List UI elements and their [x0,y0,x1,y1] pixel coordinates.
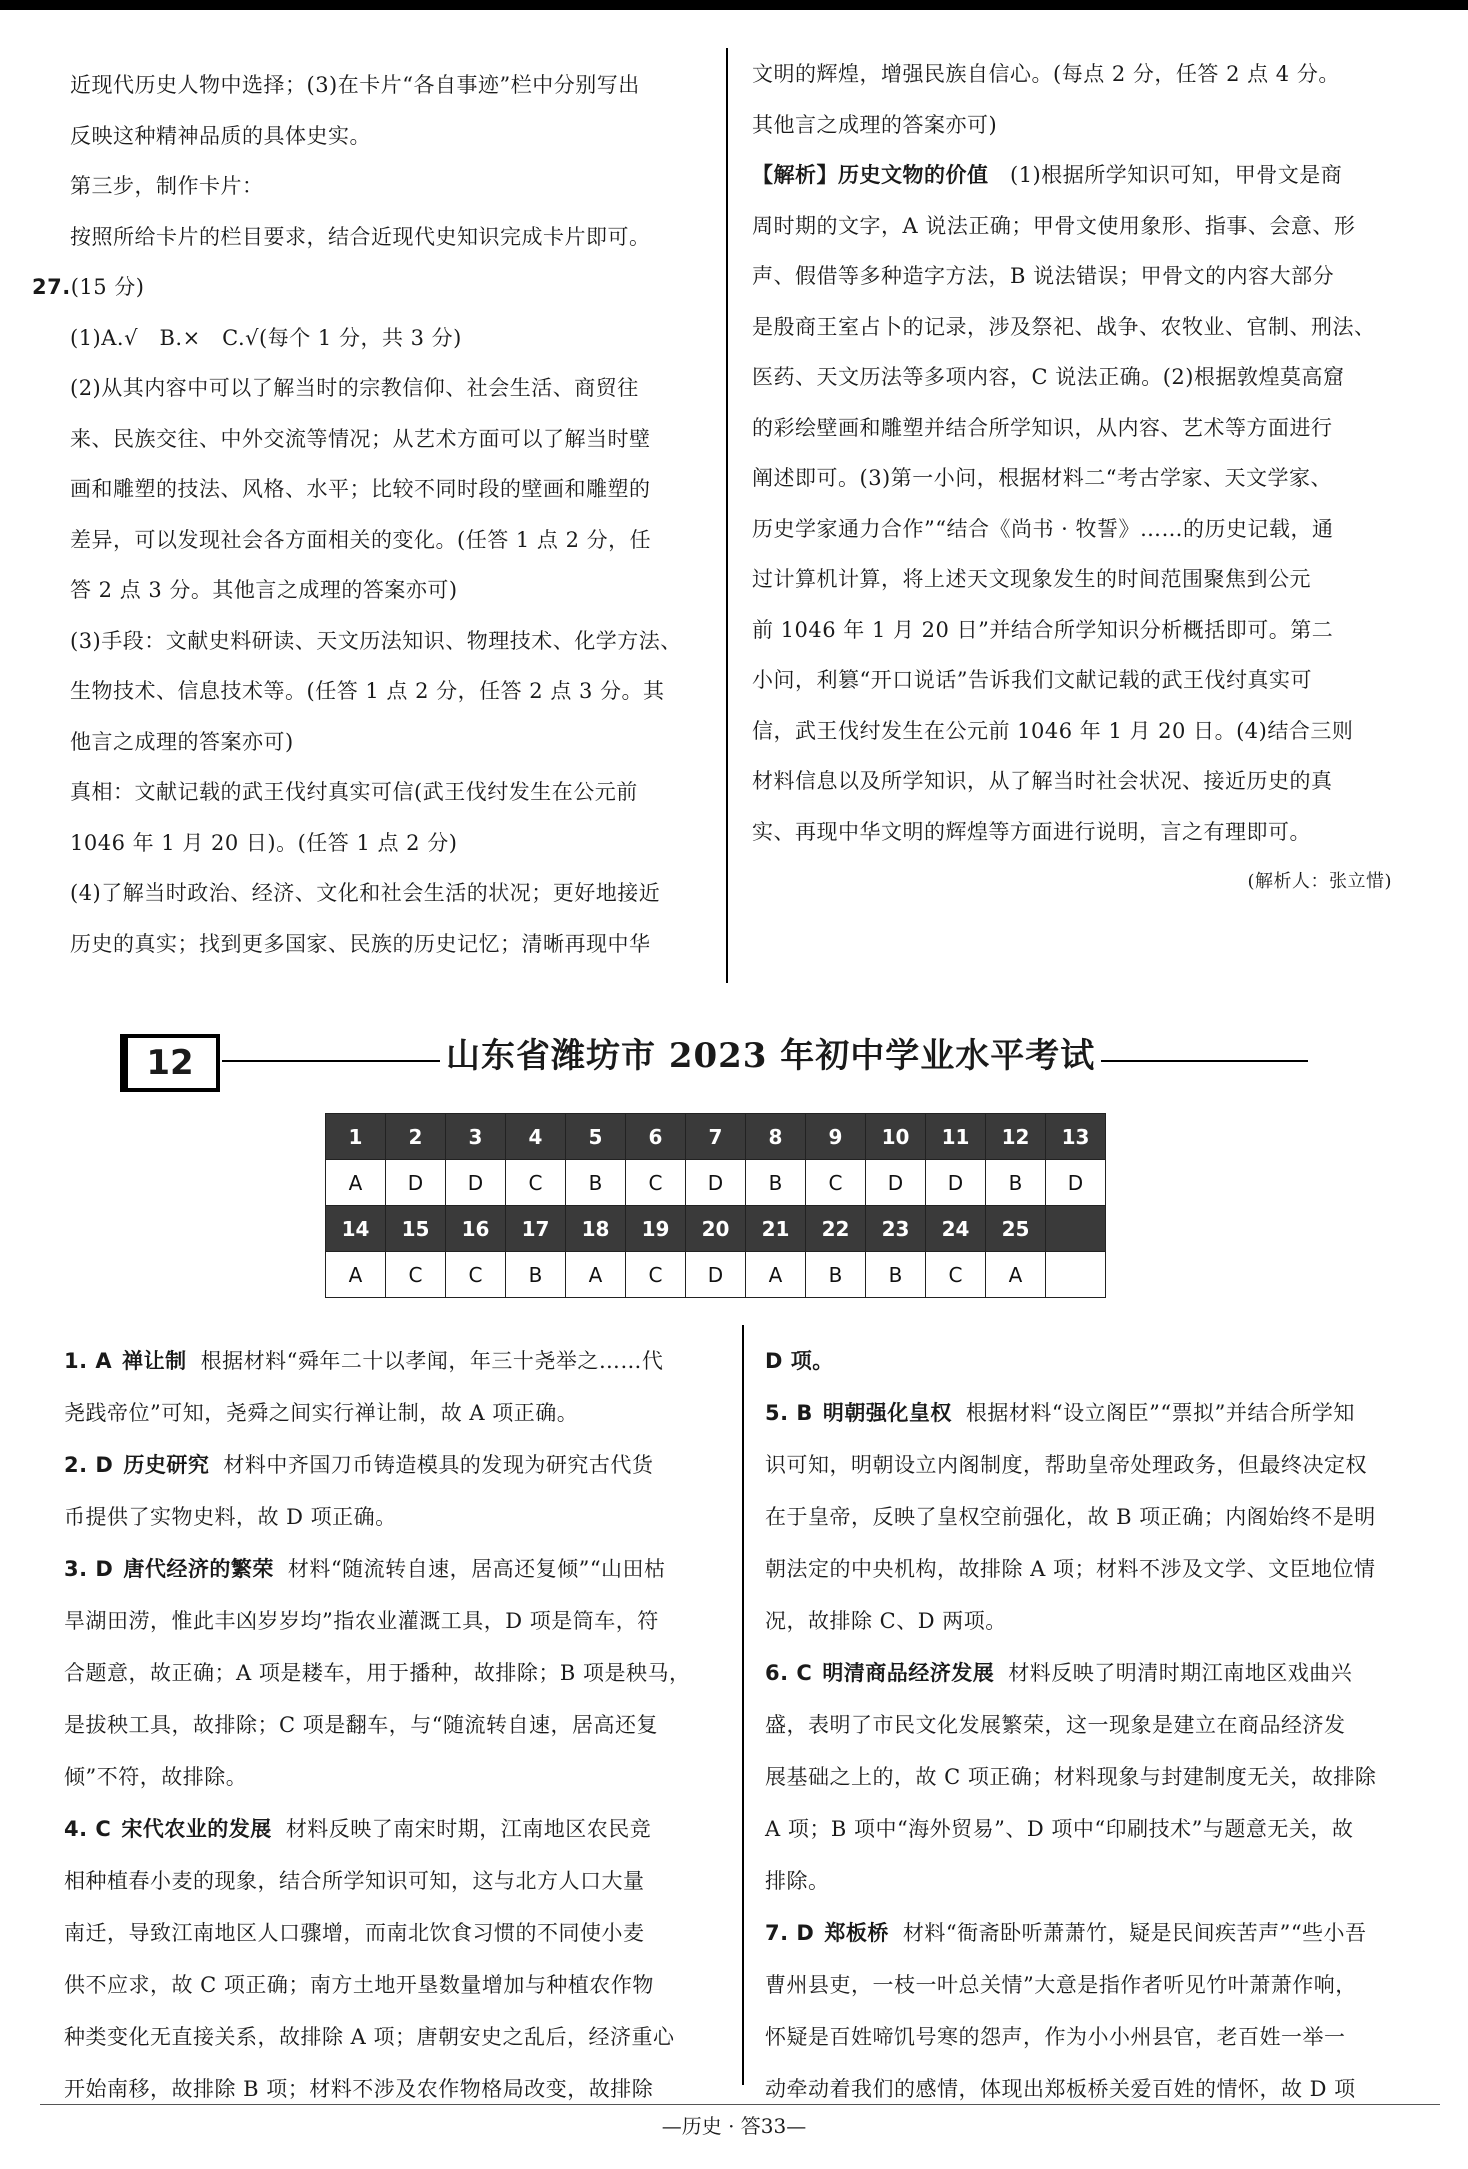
top-border [0,0,1468,10]
answer-line: (2)从其内容中可以了解当时的宗教信仰、社会生活、商贸往 [70,376,639,400]
item-text: 材料反映了明清时期江南地区戏曲兴 [1008,1661,1353,1685]
answer-number: 10 [866,1114,926,1160]
item-text: 旱湖田涝，惟此丰凶岁岁均”指农业灌溉工具，D 项是筒车，符 [64,1609,659,1633]
analysis-text: (1)根据所学知识可知，甲骨文是商 [988,163,1343,187]
answer-table [325,1113,1106,1298]
item-text: 开始南移，故排除 B 项；材料不涉及农作物格局改变，故排除 [64,2077,654,2101]
answer-value: D [386,1160,446,1206]
answer-line: 历史的真实；找到更多国家、民族的历史记忆；清晰再现中华 [70,931,651,956]
analysis-line: 阐述即可。(3)第一小问，根据材料二“考古学家、天文学家、 [752,466,1332,490]
answer-line: 答 2 点 3 分。其他言之成理的答案亦可) [70,578,458,602]
item-text: 材料中齐国刀币铸造模具的发现为研究古代货 [223,1453,654,1477]
answer-value: C [446,1252,506,1298]
answer-line: 1046 年 1 月 20 日)。(任答 1 点 2 分) [70,830,458,855]
item-text: 根据材料“舜年二十以孝闻，年三十尧举之……代 [200,1349,664,1373]
item-text: 怀疑是百姓啼饥号寒的怨声，作为小小州县官，老百姓一举一 [765,2025,1346,2049]
answer-number: 17 [506,1206,566,1252]
explanation-item [765,1647,1405,1907]
analysis-first-line [752,150,1392,201]
answer-value: B [806,1252,866,1298]
text-line: 第三步，制作卡片： [70,174,264,198]
answer-number: 12 [986,1114,1046,1160]
answer-value: C [926,1252,986,1298]
item-number: 1. A [64,1349,113,1373]
left-column-bottom [64,1335,719,2115]
item-text: 动牵动着我们的感情，体现出郑板桥关爱百姓的情怀，故 D 项 [765,2077,1356,2101]
item-number: 7. D [765,1921,815,1945]
answer-number: 25 [986,1206,1046,1252]
right-column-bottom [765,1335,1405,2115]
item-number: 6. C [765,1661,813,1685]
answer-number: 18 [566,1206,626,1252]
item-number: 4. C [64,1817,112,1841]
answer-value [1046,1252,1106,1298]
answer-value: C [506,1160,566,1206]
answer-number: 19 [626,1206,686,1252]
item-text: 根据材料“设立阁臣”“票拟”并结合所学知 [965,1401,1355,1425]
answer-number [1046,1206,1106,1252]
item-text: 南迁，导致江南地区人口骤增，而南北饮食习惯的不同使小麦 [64,1921,645,1945]
answer-value: A [566,1252,626,1298]
section-number: 12 [120,1034,220,1092]
analysis-tag: 【解析】历史文物的价值 [752,163,989,187]
item-text: 供不应求，故 C 项正确；南方土地开垦数量增加与种植农作物 [64,1973,654,1997]
answer-value: D [686,1252,746,1298]
section-header [120,1028,1310,1090]
answer-value: B [866,1252,926,1298]
answer-number: 21 [746,1206,806,1252]
answer-value: D [446,1160,506,1206]
analysis-line: 历史学家通力合作”“结合《尚书 · 牧誓》……的历史记载，通 [752,516,1334,541]
answer-number: 6 [626,1114,686,1160]
answer-number: 24 [926,1206,986,1252]
answer-value: A [326,1160,386,1206]
item-text: 种类变化无直接关系，故排除 A 项；唐朝安史之乱后，经济重心 [64,2025,675,2049]
footer-rule [40,2104,1440,2105]
left-column-top [32,60,710,969]
analysis-line: 过计算机计算，将上述天文现象发生的时间范围聚焦到公元 [752,567,1311,591]
answer-line: (1)A.√ B.× C.√(每个 1 分，共 3 分) [70,325,462,350]
question-score: (15 分) [70,275,145,299]
answer-value: B [506,1252,566,1298]
item-topic: 明朝强化皇权 [822,1401,952,1425]
answer-number: 3 [446,1114,506,1160]
item-text: 倾”不符，故排除。 [64,1765,248,1789]
answer-number: 14 [326,1206,386,1252]
answer-number-row [326,1206,1106,1252]
answer-line: 来、民族交往、中外交流等情况；从艺术方面可以了解当时壁 [70,426,651,451]
item-text: 盛，表明了市民文化发展繁荣，这一现象是建立在商品经济发 [765,1713,1346,1737]
answer-value-row [326,1252,1106,1298]
analysis-line: 医药、天文历法等多项内容，C 说法正确。(2)根据敦煌莫高窟 [752,365,1345,389]
answer-number: 7 [686,1114,746,1160]
answer-value: A [746,1252,806,1298]
analysis-line: 声、假借等多种造字方法，B 说法错误；甲骨文的内容大部分 [752,264,1335,288]
item-topic: 宋代农业的发展 [121,1817,272,1841]
explanation-item [64,1543,719,1803]
item-text: 合题意，故正确；A 项是耧车，用于播种，故排除；B 项是秧马， [64,1661,691,1685]
answer-number: 4 [506,1114,566,1160]
answer-number: 9 [806,1114,866,1160]
item-text: 朝法定的中央机构，故排除 A 项；材料不涉及文学、文臣地位情 [765,1557,1376,1581]
item-text: 相种植春小麦的现象，结合所学知识可知，这与北方人口大量 [64,1869,645,1893]
analysis-line: 是殷商王室占卜的记录，涉及祭祀、战争、农牧业、官制、刑法、 [752,314,1376,339]
item-text: 是拔秧工具，故排除；C 项是翻车，与“随流转自速，居高还复 [64,1713,658,1737]
text-line: 按照所给卡片的栏目要求，结合近现代史知识完成卡片即可。 [70,224,651,249]
analysis-line: 的彩绘壁画和雕塑并结合所学知识，从内容、艺术等方面进行 [752,415,1333,440]
answer-value: D [866,1160,926,1206]
answer-line: 差异，可以发现社会各方面相关的变化。(任答 1 点 2 分，任 [70,527,652,552]
explanation-item [765,1907,1405,2115]
answer-value: D [686,1160,746,1206]
explanation-item [765,1387,1405,1647]
answer-line: 真相：文献记载的武王伐纣真实可信(武王伐纣发生在公元前 [70,780,638,804]
answer-number: 16 [446,1206,506,1252]
answer-number: 15 [386,1206,446,1252]
text-line: 近现代历史人物中选择；(3)在卡片“各自事迹”栏中分别写出 [70,73,640,97]
item-number: 2. D [64,1453,114,1477]
item-text: 曹州县吏，一枝一叶总关情”大意是指作者听见竹叶萧萧作响， [765,1973,1357,1997]
answer-value: D [926,1160,986,1206]
item-number: 5. B [765,1401,813,1425]
item-text: 展基础之上的，故 C 项正确；材料现象与封建制度无关，故排除 [765,1765,1377,1789]
item-topic: 郑板桥 [824,1921,889,1945]
item-topic: 禅让制 [122,1349,187,1373]
item-text: 材料“衙斋卧听萧萧竹，疑是民间疾苦声”“些小吾 [902,1921,1367,1945]
item-text: 材料“随流转自速，居高还复倾”“山田枯 [287,1557,666,1581]
question-number: 27. [32,275,71,299]
analysis-line: 信，武王伐纣发生在公元前 1046 年 1 月 20 日。(4)结合三则 [752,718,1354,743]
answer-value-row [326,1160,1106,1206]
answer-value: A [986,1252,1046,1298]
question-27-header [32,262,710,313]
text-line: 其他言之成理的答案亦可) [752,112,998,137]
item-topic: 明清商品经济发展 [822,1661,995,1685]
item-topic: 唐代经济的繁荣 [123,1557,274,1581]
answer-number: 5 [566,1114,626,1160]
item-text: 币提供了实物史料，故 D 项正确。 [64,1505,397,1529]
answer-value: C [626,1252,686,1298]
analysis-line: 周时期的文字，A 说法正确；甲骨文使用象形、指事、会意、形 [752,213,1356,238]
answer-line: 画和雕塑的技法、风格、水平；比较不同时段的壁画和雕塑的 [70,477,651,501]
text-line: 反映这种精神品质的具体史实。 [70,123,371,148]
answer-line: (3)手段：文献史料研读、天文历法知识、物理技术、化学方法、 [70,628,682,653]
answer-number: 22 [806,1206,866,1252]
answer-value: C [626,1160,686,1206]
answer-value: D [1046,1160,1106,1206]
item-text: A 项；B 项中“海外贸易”、D 项中“印刷技术”与题意无关，故 [765,1817,1354,1841]
item-topic: 历史研究 [123,1453,210,1477]
explanation-item [64,1335,719,1439]
answer-value: A [326,1252,386,1298]
section-title: 山东省潍坊市 2023 年初中学业水平考试 [440,1028,1101,1077]
answer-value: C [806,1160,866,1206]
answer-number-row [326,1114,1106,1160]
answer-value: C [386,1252,446,1298]
item-text: 况，故排除 C、D 两项。 [765,1609,1007,1633]
item-number: 3. D [64,1557,114,1581]
item-text: D 项。 [765,1349,834,1373]
item-text: 识可知，明朝设立内阁制度，帮助皇帝处理政务，但最终决定权 [765,1453,1367,1477]
answer-number: 1 [326,1114,386,1160]
column-divider [742,1325,744,2085]
answer-value: B [566,1160,626,1206]
answer-number: 23 [866,1206,926,1252]
page-footer: —历史 · 答33— [661,2114,807,2138]
column-divider [726,48,728,983]
analysis-line: 实、再现中华文明的辉煌等方面进行说明，言之有理即可。 [752,819,1311,844]
analysis-line: 材料信息以及所学知识，从了解当时社会状况、接近历史的真 [752,769,1333,793]
answer-number: 8 [746,1114,806,1160]
answer-number: 13 [1046,1114,1106,1160]
analysis-line: 小问，利篡“开口说话”告诉我们文献记载的武王伐纣真实可 [752,668,1312,692]
answer-value: B [986,1160,1046,1206]
answer-number: 11 [926,1114,986,1160]
analysis-line: 前 1046 年 1 月 20 日”并结合所学知识分析概括即可。第二 [752,617,1334,642]
answer-line: 他言之成理的答案亦可) [70,729,294,754]
right-column-top [752,49,1392,908]
answer-value: B [746,1160,806,1206]
explanation-item [64,1803,719,2115]
item-text: 材料反映了南宋时期，江南地区农民竞 [285,1817,652,1841]
explanation-item [64,1439,719,1543]
item-text: 尧践帝位”可知，尧舜之间实行禅让制，故 A 项正确。 [64,1401,579,1425]
answer-number: 20 [686,1206,746,1252]
item-text: 排除。 [765,1869,830,1893]
answer-number: 2 [386,1114,446,1160]
analyst-credit: (解析人：张立惜) [1247,871,1392,892]
item-text: 在于皇帝，反映了皇权空前强化，故 B 项正确；内阁始终不是明 [765,1505,1376,1529]
answer-line: (4)了解当时政治、经济、文化和社会生活的状况；更好地接近 [70,881,661,905]
answer-line: 生物技术、信息技术等。(任答 1 点 2 分，任答 2 点 3 分。其 [70,679,665,703]
text-line: 文明的辉煌，增强民族自信心。(每点 2 分，任答 2 点 4 分。 [752,62,1340,86]
